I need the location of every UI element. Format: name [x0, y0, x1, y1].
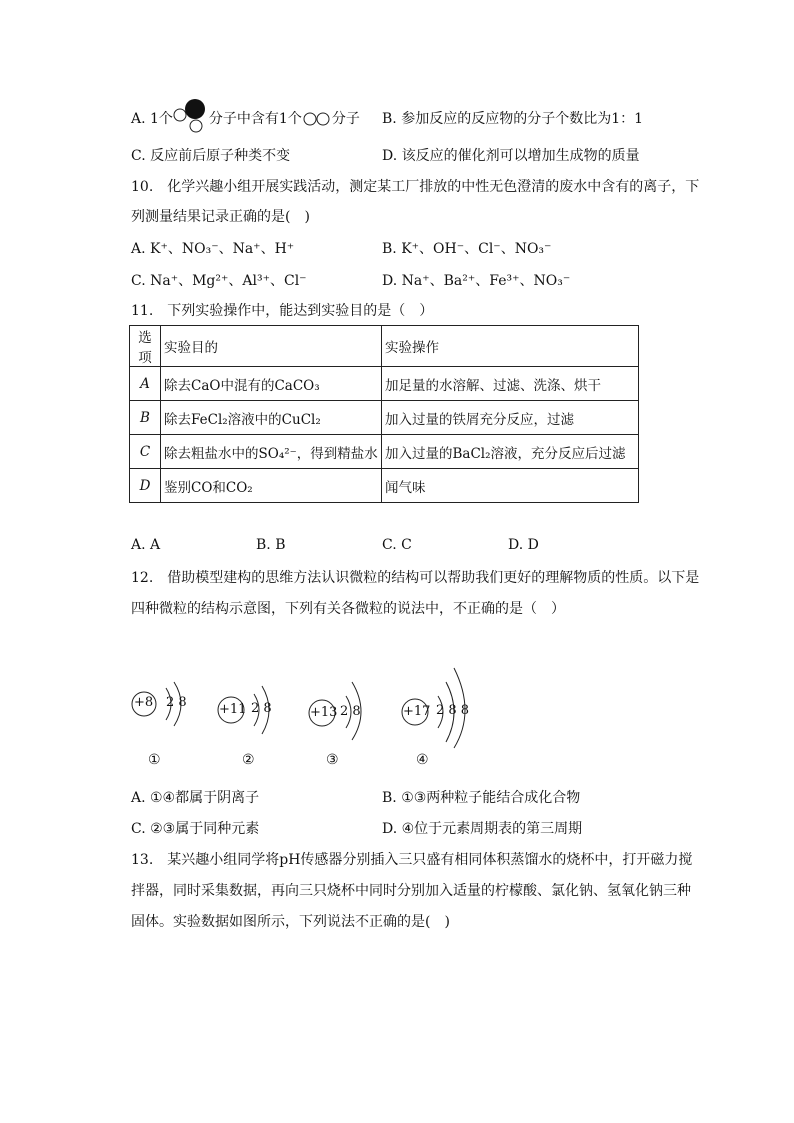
table-row [130, 401, 639, 435]
row-option: B [130, 401, 161, 435]
atom-diagram-4 [400, 666, 490, 750]
row-option: C [130, 435, 161, 469]
q12-option-d: D. ④位于元素周期表的第三周期 [382, 821, 583, 837]
q11-option-c: C. C [382, 537, 412, 553]
atom-label-1: ① [148, 752, 161, 768]
table-row [130, 367, 639, 401]
electron-shells: 2 8 8 [436, 703, 470, 718]
q11-stem: 11. 下列实验操作中，能达到实验目的是（ ） [131, 303, 434, 319]
atom-label-4: ④ [416, 752, 429, 768]
q12-option-b: B. ①③两种粒子能结合成化合物 [382, 790, 581, 806]
q11-option-d: D. D [508, 537, 539, 553]
q13-stem-line1: 13. 某兴趣小组同学将pH传感器分别插入三只盛有相同体积蒸馏水的烧杯中，打开磁力搅 [131, 852, 693, 868]
q12-option-a: A. ①④都属于阴离子 [131, 790, 260, 806]
q10-stem-line1: 10. 化学兴趣小组开展实践活动，测定某工厂排放的中性无色澄清的废水中含有的离子，下 [131, 179, 700, 195]
header-operation: 实验操作 [382, 326, 639, 367]
q9-a-mid: 分子中含有1个 [208, 111, 302, 127]
q12-stem-line2: 四种微粒的结构示意图，下列有关各微粒的说法中，不正确的是（ ） [131, 601, 565, 617]
molecule-icon-small [302, 112, 332, 126]
q9-option-c: C. 反应前后原子种类不变 [131, 148, 291, 164]
row-option: A [130, 367, 161, 401]
electron-shells: 2 8 [166, 695, 187, 710]
table-header-row [130, 326, 639, 367]
header-option: 选项 [130, 326, 161, 367]
q12-option-c: C. ②③属于同种元素 [131, 821, 260, 837]
q9-a-suffix: 分子 [331, 111, 360, 127]
electron-shells: 2 8 [340, 704, 361, 719]
q10-stem-line2: 列测量结果记录正确的是( ) [131, 209, 310, 225]
nucleus-charge: +17 [403, 704, 431, 719]
row-option: D [130, 469, 161, 503]
nucleus-charge: +13 [310, 705, 338, 720]
header-purpose: 实验目的 [161, 326, 382, 367]
atom-label-2: ② [242, 752, 255, 768]
q10-option-b: B. K⁺、OH⁻、Cl⁻、NO₃⁻ [382, 241, 552, 257]
electron-shells: 2 8 [251, 701, 272, 716]
row-purpose: 除去粗盐水中的SO₄²⁻，得到精盐水 [161, 435, 382, 469]
q10-option-c: C. Na⁺、Mg²⁺、Al³⁺、Cl⁻ [131, 273, 307, 289]
atom-diagram-2 [216, 684, 296, 744]
q12-stem-line1: 12. 借助模型建构的思维方法认识微粒的结构可以帮助我们更好的理解物质的性质。以下是 [131, 570, 700, 586]
q9-a-prefix: A. 1个 [131, 111, 173, 127]
molecule-icon-large [173, 109, 209, 129]
q11-table [129, 325, 639, 503]
atom-diagram-1 [130, 680, 200, 740]
q10-option-d: D. Na⁺、Ba²⁺、Fe³⁺、NO₃⁻ [382, 273, 571, 289]
q9-option-d: D. 该反应的催化剂可以增加生成物的质量 [382, 148, 640, 164]
nucleus-charge: +8 [134, 695, 154, 710]
row-operation: 加入过量的BaCl₂溶液，充分反应后过滤 [382, 435, 639, 469]
q13-stem-line2: 拌器，同时采集数据，再向三只烧杯中同时分别加入适量的柠檬酸、氯化钠、氢氧化钠三种 [131, 883, 691, 899]
nucleus-charge: +11 [219, 702, 247, 717]
q9-option-b: B. 参加反应的反应物的分子个数比为1：1 [382, 111, 644, 127]
row-purpose: 鉴别CO和CO₂ [161, 469, 382, 503]
row-operation: 加入过量的铁屑充分反应，过滤 [382, 401, 639, 435]
q10-option-a: A. K⁺、NO₃⁻、Na⁺、H⁺ [131, 241, 295, 257]
atom-label-3: ③ [326, 752, 339, 768]
atom-diagram-3 [306, 680, 386, 744]
q13-stem-line3: 固体。实验数据如图所示，下列说法不正确的是( ) [131, 914, 450, 930]
q11-option-a: A. A [131, 537, 161, 553]
row-operation: 加足量的水溶解、过滤、洗涤、烘干 [382, 367, 639, 401]
table-row [130, 435, 639, 469]
row-purpose: 除去FeCl₂溶液中的CuCl₂ [161, 401, 382, 435]
q11-option-b: B. B [256, 537, 286, 553]
q9-option-a [131, 108, 360, 129]
row-operation: 闻气味 [382, 469, 639, 503]
table-row [130, 469, 639, 503]
row-purpose: 除去CaO中混有的CaCO₃ [161, 367, 382, 401]
